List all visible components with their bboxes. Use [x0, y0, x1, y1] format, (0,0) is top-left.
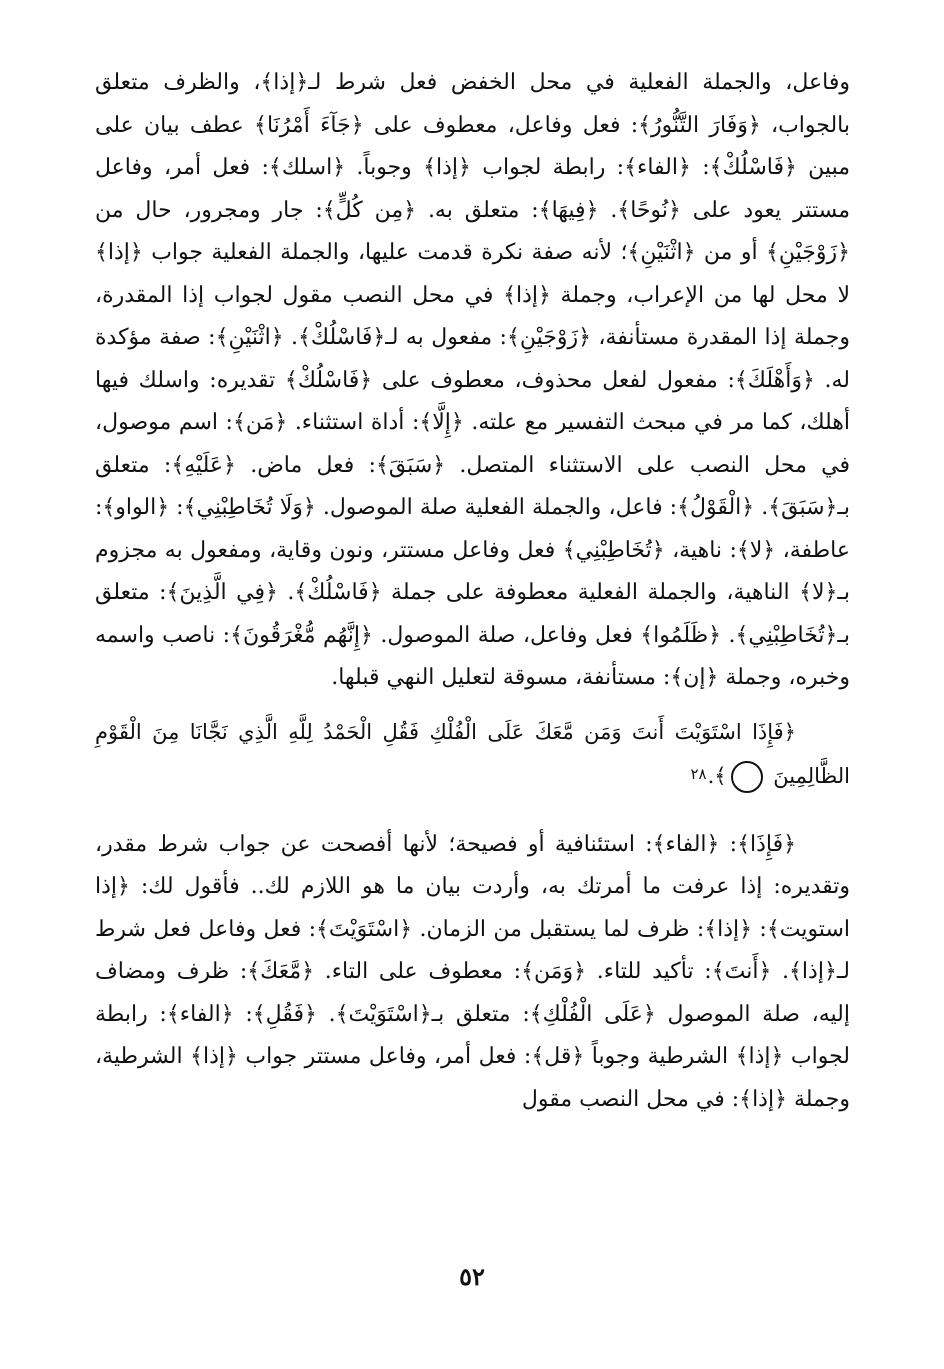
page-body — [95, 62, 850, 1121]
paragraph-2: ﴿فَإِذَا﴾: ﴿الفاء﴾: استئنافية أو فصيحة؛ لأنها أفصحت عن جواب شرط مقدر، وتقديره: إذا عرفت ما أمرتك به، وأردت بيان ما هو اللازم لك.. فأقول لك: ﴿إذا استويت﴾: ﴿إذا﴾: ظرف لما يستقبل من الزمان. ﴿اسْتَوَيْتَ﴾: فعل وفاعل فعل شرط لـ﴿إذا﴾. ﴿أَنتَ﴾: تأكيد للتاء. ﴿وَمَن﴾: معطوف على التاء. ﴿مَّعَكَ﴾: ظرف ومضاف إليه، صلة الموصول ﴿عَلَى الْفُلْكِ﴾: متعلق بـ﴿اسْتَوَيْتَ﴾. ﴿فَقُلِ﴾: ﴿الفاء﴾: رابطة لجواب ﴿إذا﴾ الشرطية وجوباً ﴿قل﴾: فعل أمر، وفاعل مستتر جواب ﴿إذا﴾ الشرطية، وجملة ﴿إذا﴾: في محل النصب مقول — [95, 831, 850, 1112]
paragraph-1: وفاعل، والجملة الفعلية في محل الخفض فعل شرط لـ﴿إذا﴾، والظرف متعلق بالجواب، ﴿وَفَارَ التَّنُّورُ﴾: فعل وفاعل، معطوف على ﴿جَآءَ أَمْرُنَا﴾ عطف بيان على مبين ﴿فَاسْلُكْ﴾: ﴿الفاء﴾: رابطة لجواب ﴿إذا﴾ وجوباً. ﴿اسلك﴾: فعل أمر، وفاعل مستتر يعود على ﴿نُوحًا﴾. ﴿فِيهَا﴾: متعلق به. ﴿مِن كُلٍّ﴾: جار ومجرور، حال من ﴿زَوْجَيْنِ﴾ أو من ﴿اثْنَيْنِ﴾؛ لأنه صفة نكرة قدمت عليها، والجملة الفعلية جواب ﴿إذا﴾ لا محل لها من الإعراب، وجملة ﴿إذا﴾ في محل النصب مقول لجواب إذا المقدرة، وجملة إذا المقدرة مستأنفة، ﴿زَوْجَيْنِ﴾: مفعول به لـ﴿فَاسْلُكْ﴾. ﴿اثْنَيْنِ﴾: صفة مؤكدة له. ﴿وَأَهْلَكَ﴾: مفعول لفعل محذوف، معطوف على ﴿فَاسْلُكْ﴾ تقديره: واسلك فيها أهلك، كما مر في مبحث التفسير مع علته. ﴿إِلَّا﴾: أداة استثناء. ﴿مَن﴾: اسم موصول، في محل النصب على الاستثناء المتصل. ﴿سَبَقَ﴾: فعل ماض. ﴿عَلَيْهِ﴾: متعلق بـ﴿سَبَقَ﴾. ﴿الْقَوْلُ﴾: فاعل، والجملة الفعلية صلة الموصول. ﴿وَلَا تُخَاطِبْنِي﴾: ﴿الواو﴾: عاطفة، ﴿لا﴾: ناهية، ﴿تُخَاطِبْنِي﴾ فعل وفاعل مستتر، ونون وقاية، ومفعول به مجزوم بـ﴿لا﴾ الناهية، والجملة الفعلية معطوفة على جملة ﴿فَاسْلُكْ﴾. ﴿فِي الَّذِينَ﴾: متعلق بـ﴿تُخَاطِبْنِي﴾. ﴿ظَلَمُوا﴾ فعل وفاعل، صلة الموصول. ﴿إِنَّهُم مُّغْرَقُونَ﴾: ناصب واسمه وخبره، وجملة ﴿إن﴾: مستأنفة، مسوقة لتعليل النهي قبلها. — [95, 70, 850, 690]
quran-verse — [95, 710, 850, 798]
verse-text: ﴿فَإِذَا اسْتَوَيْتَ أَنتَ وَمَن مَّعَكَ عَلَى الْفُلْكِ فَقُلِ الْحَمْدُ لِلَّهِ الَّذِي نَجَّانَا مِنَ الْقَوْمِ الظَّالِمِينَ — [95, 719, 850, 788]
page-number: ٥٢ — [459, 1262, 485, 1291]
verse-end: ﴾. — [707, 763, 727, 788]
verse-number-badge: ٢٨ — [731, 761, 763, 793]
